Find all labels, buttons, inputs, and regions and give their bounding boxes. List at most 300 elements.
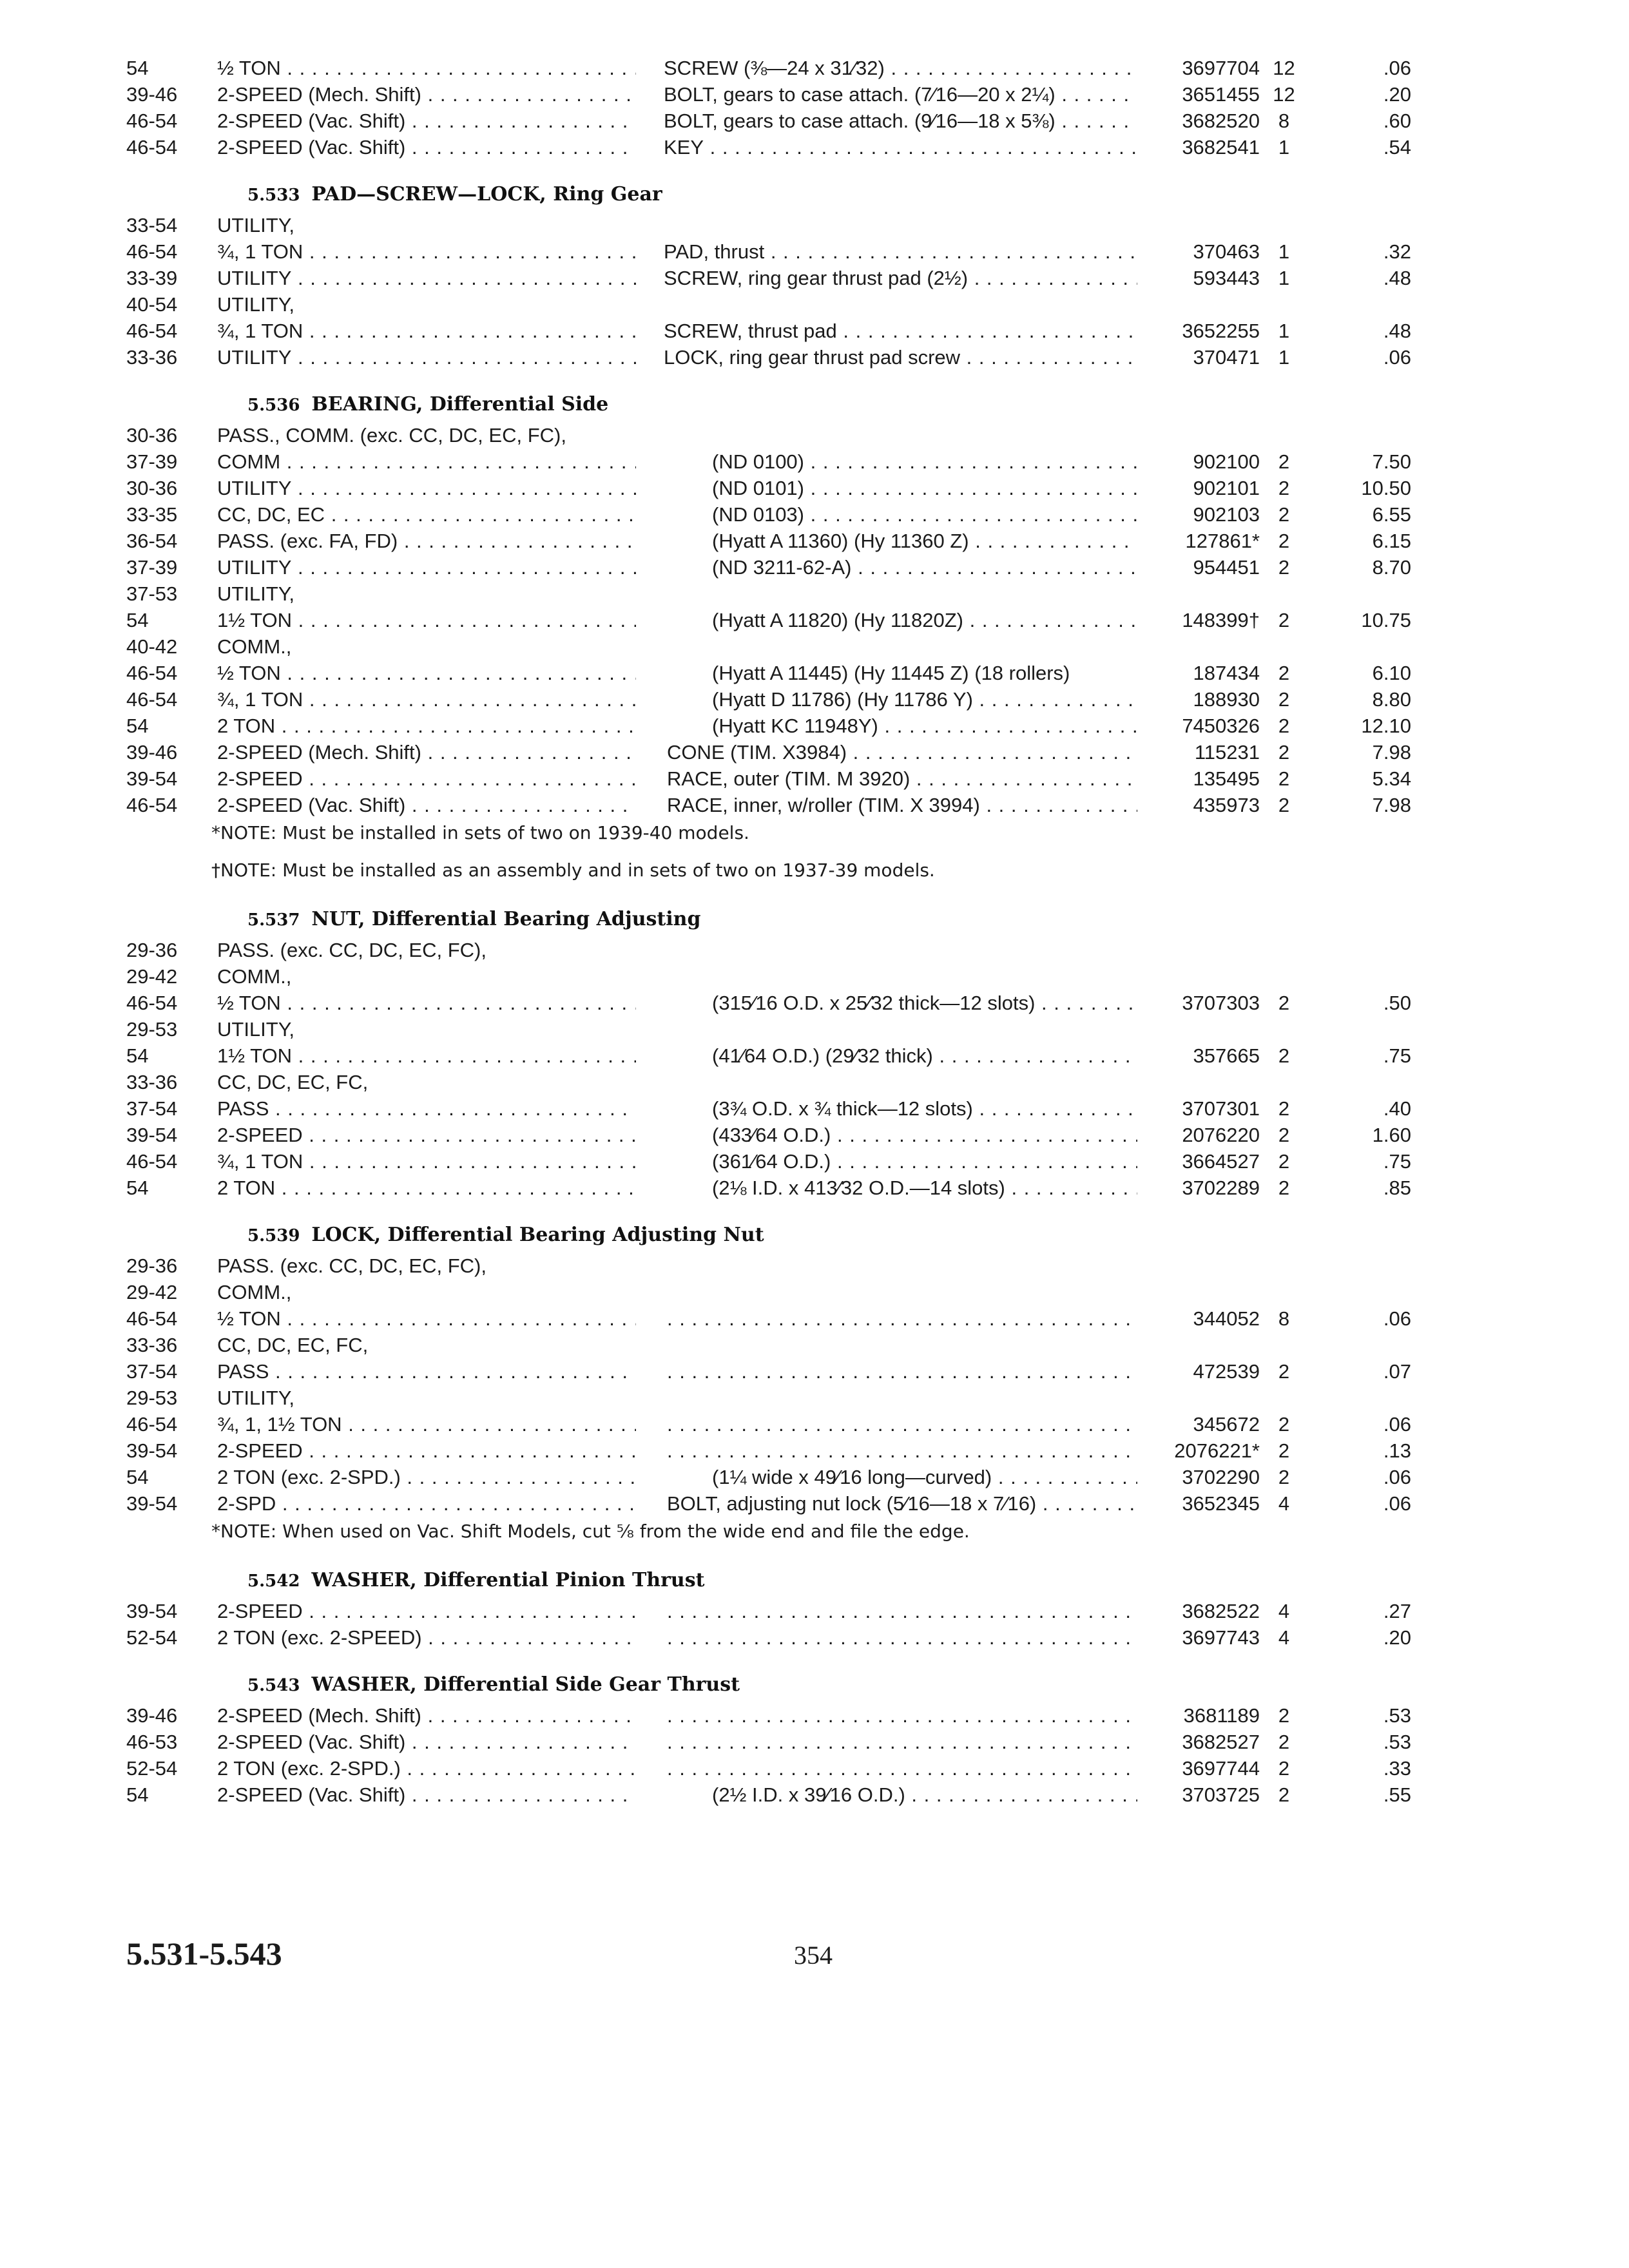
part-number: 472539 [1193,1360,1260,1383]
part-number: 435973 [1193,794,1260,816]
application: 2-SPEED . . . [217,1599,636,1624]
quantity: 2 [1278,1783,1290,1806]
table-row [0,265,1629,291]
part-number: 3682522 [1182,1600,1260,1622]
model-years: 37-39 [126,556,178,579]
part-number: 345672 [1193,1413,1260,1436]
model-years: 39-54 [126,767,178,790]
description: SCREW, thrust pad . . . [664,318,1137,344]
section-heading [247,390,608,419]
model-years: 36-54 [126,530,178,552]
table-row [0,108,1629,134]
quantity: 2 [1278,1413,1290,1436]
quantity: 2 [1278,556,1290,579]
part-number: 3703725 [1182,1783,1260,1806]
table-row [0,1756,1629,1782]
description [667,1625,1137,1651]
quantity: 1 [1278,320,1290,342]
application: PASS. (exc. CC, DC, EC, FC), [217,939,487,961]
description: (315⁄16 O.D. x 25⁄32 thick—12 slots) . . . [712,990,1137,1016]
model-years: 54 [126,57,149,79]
quantity: 2 [1278,477,1290,499]
model-years: 33-39 [126,267,178,289]
section-number: 5.539 [247,1226,300,1245]
quantity: 2 [1278,503,1290,526]
price: .27 [1383,1600,1411,1622]
part-number: 3702290 [1182,1466,1260,1488]
model-years: 54 [126,1044,149,1067]
table-row [0,213,1629,238]
description: (433⁄64 O.D.) . . . [712,1122,1137,1148]
application: 2-SPEED (Mech. Shift) . . . [217,1703,636,1729]
application: ½ TON . . . [217,660,636,686]
table-row [0,634,1629,660]
model-years: 33-35 [126,503,178,526]
part-number: 188930 [1193,688,1260,711]
quantity: 1 [1278,136,1290,159]
description [667,1438,1137,1464]
model-years: 46-54 [126,110,178,132]
price: .53 [1383,1704,1411,1727]
model-years: 29-42 [126,965,178,988]
part-number: 344052 [1193,1307,1260,1330]
quantity: 2 [1278,741,1290,764]
price: .55 [1383,1783,1411,1806]
quantity: 2 [1278,992,1290,1014]
quantity: 8 [1278,110,1290,132]
application: ¾, 1 TON . . . [217,239,636,265]
part-number: 593443 [1193,267,1260,289]
part-number: 7450326 [1182,715,1260,737]
model-years: 39-54 [126,1600,178,1622]
description: (Hyatt A 11445) (Hy 11445 Z) (18 rollers) [712,662,1070,684]
quantity: 2 [1278,767,1290,790]
price: 6.15 [1372,530,1411,552]
application: 2-SPEED . . . [217,766,636,792]
table-row [0,239,1629,265]
table-row [0,937,1629,963]
price: .06 [1383,57,1411,79]
part-number: 187434 [1193,662,1260,684]
part-number: 3697744 [1182,1757,1260,1780]
quantity: 2 [1278,1757,1290,1780]
table-row [0,1306,1629,1332]
table-row [0,1017,1629,1043]
application: COMM., [217,965,292,988]
description: (ND 0103) . . . [712,502,1137,528]
description: RACE, outer (TIM. M 3920) . . . [667,766,1137,792]
application: UTILITY . . . [217,476,636,501]
model-years: 54 [126,1466,149,1488]
table-row [0,1096,1629,1122]
description: LOCK, ring gear thrust pad screw . . . [664,345,1137,370]
table-row [0,1175,1629,1201]
application: PASS., COMM. (exc. CC, DC, EC, FC), [217,424,566,447]
part-number: 135495 [1193,767,1260,790]
model-years: 52-54 [126,1757,178,1780]
application: UTILITY, [217,1018,295,1041]
table-row [0,1043,1629,1069]
model-years: 33-36 [126,346,178,369]
quantity: 2 [1278,609,1290,631]
application: 2-SPEED (Vac. Shift) . . . [217,108,636,134]
table-row [0,423,1629,448]
model-years: 30-36 [126,424,178,447]
quantity: 2 [1278,715,1290,737]
section-title: BEARING, Differential Side [311,393,609,416]
section-number: 5.537 [247,910,300,930]
model-years: 29-53 [126,1387,178,1409]
description: (Hyatt A 11820) (Hy 11820Z) . . . [712,608,1137,633]
table-row [0,1625,1629,1651]
table-row [0,1253,1629,1279]
table-row [0,135,1629,160]
table-row [0,990,1629,1016]
table-row [0,449,1629,475]
table-row [0,292,1629,318]
quantity: 2 [1278,1044,1290,1067]
price: .06 [1383,1466,1411,1488]
model-years: 46-54 [126,1307,178,1330]
part-number: 148399† [1182,609,1260,631]
application: ½ TON . . . [217,1306,636,1332]
table-row [0,528,1629,554]
description [667,1756,1137,1782]
application: 1½ TON . . . [217,608,636,633]
section-number: 5.533 [247,186,300,205]
part-number: 3651455 [1182,83,1260,106]
quantity: 4 [1278,1492,1290,1515]
application: PASS. (exc. FA, FD) . . . [217,528,636,554]
quantity: 2 [1278,1466,1290,1488]
footnote: *NOTE: Must be installed in sets of two on 1939-40 models. [211,822,749,843]
model-years: 54 [126,1783,149,1806]
model-years: 33-36 [126,1071,178,1093]
application: UTILITY, [217,293,295,316]
price: 5.34 [1372,767,1411,790]
quantity: 2 [1278,1177,1290,1199]
table-row [0,1703,1629,1729]
price: .20 [1383,1626,1411,1649]
quantity: 2 [1278,1150,1290,1173]
table-row [0,793,1629,818]
application: PASS. (exc. CC, DC, EC, FC), [217,1254,487,1277]
price: .53 [1383,1731,1411,1753]
description: (2½ I.D. x 39⁄16 O.D.) . . . [712,1782,1137,1808]
model-years: 29-42 [126,1281,178,1303]
table-row [0,740,1629,765]
application: ¾, 1, 1½ TON . . . [217,1412,636,1437]
table-row [0,608,1629,633]
application: 2 TON . . . [217,713,636,739]
description: BOLT, gears to case attach. (9⁄16—18 x 5⅜) . . . [664,108,1137,134]
quantity: 1 [1278,240,1290,263]
description: SCREW (⅜—24 x 31⁄32) . . . [664,55,1137,81]
description [667,1729,1137,1755]
table-row [0,1491,1629,1517]
price: .75 [1383,1044,1411,1067]
price: 7.50 [1372,450,1411,473]
description: PAD, thrust . . . [664,239,1137,265]
price: .75 [1383,1150,1411,1173]
application: CC, DC, EC, FC, [217,1334,369,1356]
application: ¾, 1 TON . . . [217,318,636,344]
model-years: 54 [126,1177,149,1199]
table-row [0,476,1629,501]
application: CC, DC, EC, FC, [217,1071,369,1093]
quantity: 2 [1278,530,1290,552]
price: 6.10 [1372,662,1411,684]
application: UTILITY, [217,214,295,236]
application: 2 TON (exc. 2-SPD.) . . . [217,1756,636,1782]
application: UTILITY, [217,582,295,605]
footnote: †NOTE: Must be installed as an assembly and in sets of two on 1937-39 models. [211,860,935,881]
application: 2 TON (exc. 2-SPD.) . . . [217,1465,636,1490]
model-years: 37-53 [126,582,178,605]
description: KEY . . . [664,135,1137,160]
price: .06 [1383,1307,1411,1330]
table-row [0,660,1629,686]
part-number: 3707301 [1182,1097,1260,1120]
model-years: 39-46 [126,83,178,106]
model-years: 46-54 [126,662,178,684]
quantity: 2 [1278,1731,1290,1753]
quantity: 1 [1278,346,1290,369]
table-row [0,318,1629,344]
table-row [0,964,1629,990]
part-number: 357665 [1193,1044,1260,1067]
price: .40 [1383,1097,1411,1120]
description: (Hyatt KC 11948Y) . . . [712,713,1137,739]
application: ¾, 1 TON . . . [217,1149,636,1175]
application: 2 TON . . . [217,1175,636,1201]
page-number: 354 [794,1941,833,1970]
application: ½ TON . . . [217,990,636,1016]
part-number: 2076221* [1174,1439,1260,1462]
description [667,1359,1137,1385]
description: BOLT, adjusting nut lock (5⁄16—18 x 7⁄16) . . . [667,1491,1137,1517]
application: 2-SPEED . . . [217,1122,636,1148]
description: BOLT, gears to case attach. (7⁄16—20 x 2¼) . . . [664,82,1137,108]
table-row [0,1729,1629,1755]
model-years: 46-54 [126,992,178,1014]
price: .06 [1383,1492,1411,1515]
quantity: 12 [1273,57,1295,79]
application: 2 TON (exc. 2-SPEED) . . . [217,1625,636,1651]
model-years: 37-54 [126,1097,178,1120]
quantity: 2 [1278,1439,1290,1462]
table-row [0,1385,1629,1411]
footnote: *NOTE: When used on Vac. Shift Models, cut ⅝ from the wide end and file the edge. [211,1521,970,1542]
model-years: 39-54 [126,1439,178,1462]
table-row [0,1782,1629,1808]
description: (ND 3211-62-A) . . . [712,555,1137,581]
section-title: WASHER, Differential Side Gear Thrust [311,1673,740,1696]
model-years: 39-46 [126,741,178,764]
description: (41⁄64 O.D.) (29⁄32 thick) . . . [712,1043,1137,1069]
price: .20 [1383,83,1411,106]
price: 6.55 [1372,503,1411,526]
section-heading [247,1566,704,1595]
quantity: 12 [1273,83,1295,106]
quantity: 2 [1278,1097,1290,1120]
table-row [0,581,1629,607]
table-row [0,1332,1629,1358]
model-years: 29-36 [126,939,178,961]
part-number: 3702289 [1182,1177,1260,1199]
table-row [0,82,1629,108]
quantity: 1 [1278,267,1290,289]
price: .54 [1383,136,1411,159]
table-row [0,1599,1629,1624]
table-row [0,1149,1629,1175]
price: 10.75 [1361,609,1411,631]
model-years: 37-54 [126,1360,178,1383]
application: COMM., [217,635,292,658]
model-years: 46-54 [126,1150,178,1173]
table-row [0,1465,1629,1490]
table-row [0,687,1629,713]
model-years: 39-54 [126,1124,178,1146]
price: .85 [1383,1177,1411,1199]
description [667,1599,1137,1624]
quantity: 2 [1278,1360,1290,1383]
section-title: LOCK, Differential Bearing Adjusting Nut [311,1224,764,1246]
description: (3¾ O.D. x ¾ thick—12 slots) . . . [712,1096,1137,1122]
part-number: 3652345 [1182,1492,1260,1515]
description: (1¼ wide x 49⁄16 long—curved) . . . [712,1465,1137,1490]
model-years: 54 [126,715,149,737]
section-title: NUT, Differential Bearing Adjusting [311,908,701,930]
price: .32 [1383,240,1411,263]
application: PASS . . . [217,1096,636,1122]
table-row [0,1412,1629,1437]
table-row [0,555,1629,581]
model-years: 29-36 [126,1254,178,1277]
description: CONE (TIM. X3984) . . . [667,740,1137,765]
description [667,1412,1137,1437]
quantity: 2 [1278,1124,1290,1146]
quantity: 2 [1278,794,1290,816]
description: (ND 0101) . . . [712,476,1137,501]
price: 1.60 [1372,1124,1411,1146]
part-number: 370463 [1193,240,1260,263]
part-number: 2076220 [1182,1124,1260,1146]
description: (361⁄64 O.D.) . . . [712,1149,1137,1175]
application: 2-SPD . . . [217,1491,636,1517]
application: 2-SPEED (Vac. Shift) . . . [217,793,636,818]
part-number: 115231 [1194,741,1260,764]
model-years: 46-54 [126,1413,178,1436]
model-years: 39-54 [126,1492,178,1515]
model-years: 46-54 [126,240,178,263]
table-row [0,1438,1629,1464]
price: .50 [1383,992,1411,1014]
table-row [0,1359,1629,1385]
price: .06 [1383,1413,1411,1436]
description [667,1703,1137,1729]
section-number: 5.536 [247,396,300,415]
application: CC, DC, EC . . . [217,502,636,528]
model-years: 30-36 [126,477,178,499]
part-number: 370471 [1193,346,1260,369]
application: 2-SPEED (Vac. Shift) . . . [217,135,636,160]
model-years: 46-54 [126,320,178,342]
model-years: 39-46 [126,1704,178,1727]
section-number: 5.543 [247,1676,300,1695]
part-number: 902103 [1193,503,1260,526]
part-number: 127861* [1185,530,1260,552]
table-row [0,345,1629,370]
application: ½ TON . . . [217,55,636,81]
model-years: 40-42 [126,635,178,658]
section-number: 5.542 [247,1571,300,1591]
description [667,1306,1137,1332]
part-number: 3682527 [1182,1731,1260,1753]
application: UTILITY . . . [217,265,636,291]
table-row [0,1122,1629,1148]
model-years: 33-36 [126,1334,178,1356]
table-row [0,1070,1629,1095]
description: SCREW, ring gear thrust pad (2½) . . . [664,265,1137,291]
quantity: 4 [1278,1626,1290,1649]
quantity: 4 [1278,1600,1290,1622]
application: UTILITY . . . [217,345,636,370]
application: 2-SPEED . . . [217,1438,636,1464]
section-heading [247,1221,764,1249]
section-title: PAD—SCREW—LOCK, Ring Gear [311,183,662,206]
part-number: 3697704 [1182,57,1260,79]
model-years: 46-53 [126,1731,178,1753]
application: ¾, 1 TON . . . [217,687,636,713]
price: .33 [1383,1757,1411,1780]
section-range-footer: 5.531-5.543 [126,1936,282,1972]
part-number: 3652255 [1182,320,1260,342]
part-number: 3682520 [1182,110,1260,132]
table-row [0,1280,1629,1305]
application: COMM., [217,1281,292,1303]
price: 8.80 [1372,688,1411,711]
application: 2-SPEED (Mech. Shift) . . . [217,740,636,765]
application: 1½ TON . . . [217,1043,636,1069]
quantity: 8 [1278,1307,1290,1330]
model-years: 54 [126,609,149,631]
table-row [0,55,1629,81]
quantity: 2 [1278,662,1290,684]
price: .06 [1383,346,1411,369]
description: (2⅛ I.D. x 413⁄32 O.D.—14 slots) . . . [712,1175,1137,1201]
quantity: 2 [1278,688,1290,711]
part-number: 954451 [1193,556,1260,579]
model-years: 33-54 [126,214,178,236]
model-years: 40-54 [126,293,178,316]
part-number: 3682541 [1182,136,1260,159]
section-heading [247,1671,740,1699]
model-years: 37-39 [126,450,178,473]
price: .48 [1383,320,1411,342]
price: 7.98 [1372,794,1411,816]
model-years: 46-54 [126,688,178,711]
price: .48 [1383,267,1411,289]
description: (Hyatt D 11786) (Hy 11786 Y) . . . [712,687,1137,713]
section-title: WASHER, Differential Pinion Thrust [311,1569,705,1591]
price: .60 [1383,110,1411,132]
price: 7.98 [1372,741,1411,764]
part-number: 3664527 [1182,1150,1260,1173]
table-row [0,766,1629,792]
description: RACE, inner, w/roller (TIM. X 3994) . . . [667,793,1137,818]
quantity: 2 [1278,1704,1290,1727]
